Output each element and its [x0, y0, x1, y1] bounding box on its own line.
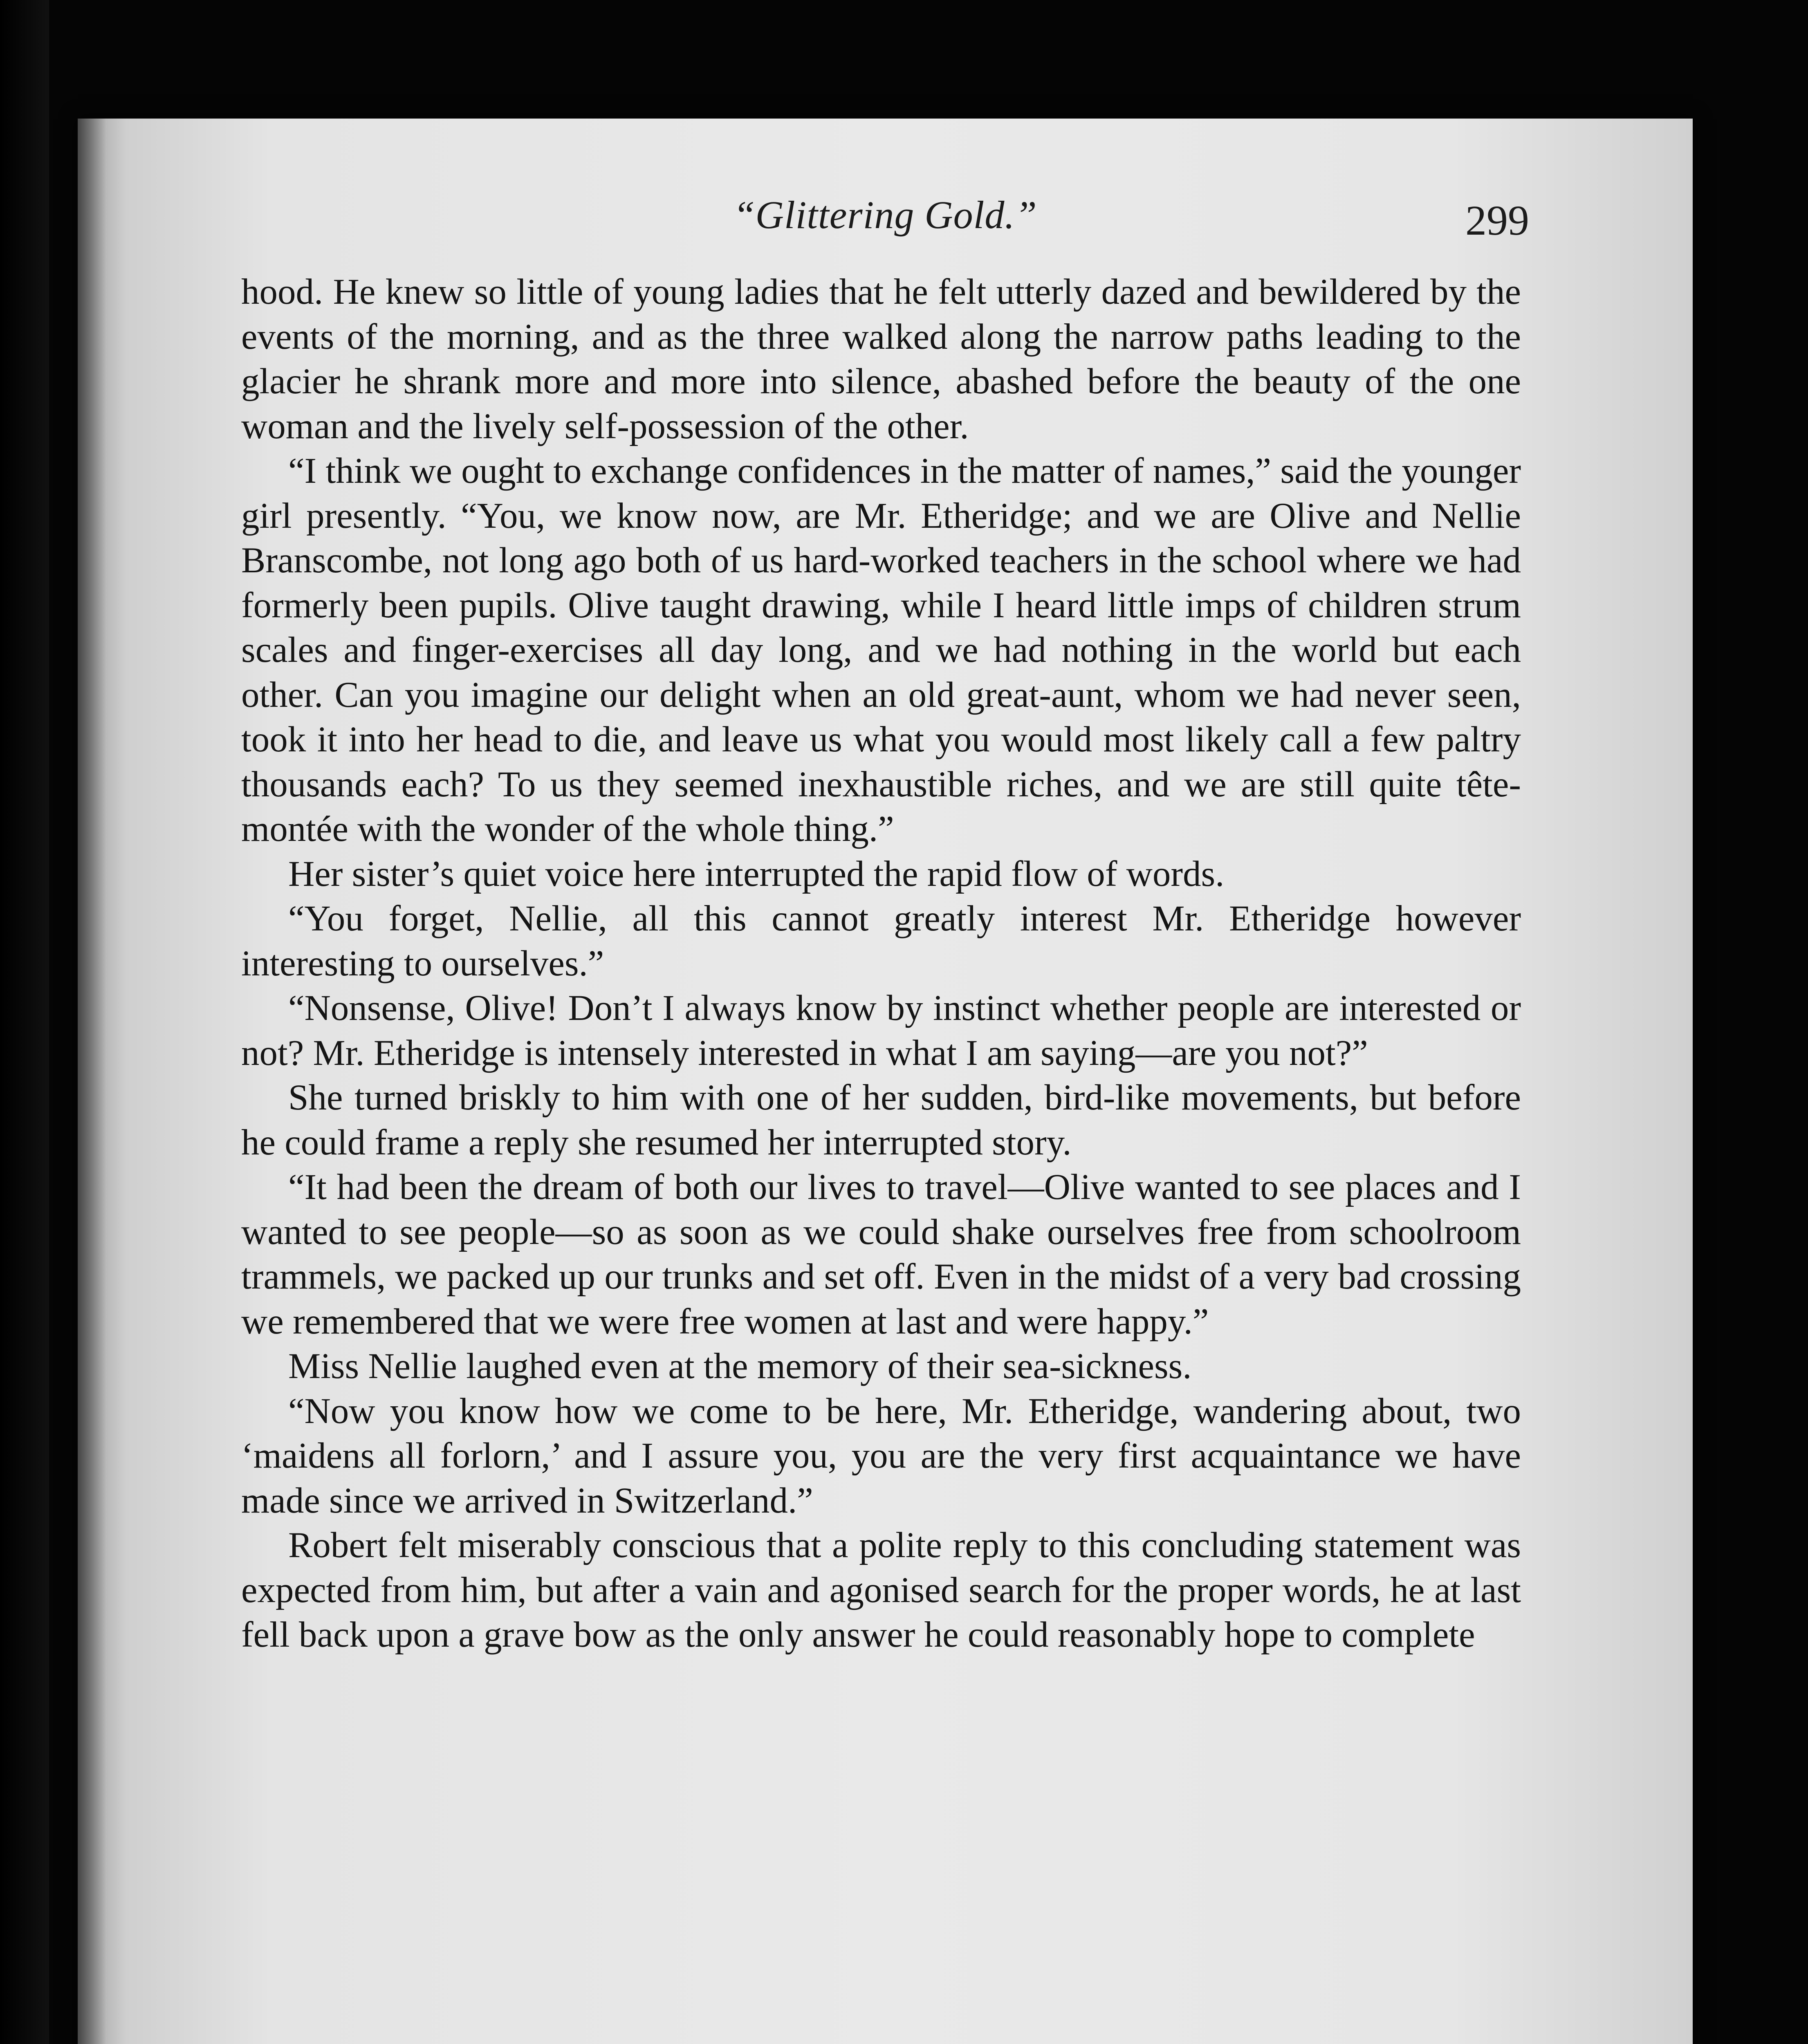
- paragraph: “I think we ought to exchange confidences in the matter of names,” said the younger girl presently. “You, we know now, are Mr. Etheridge; and we are Olive and Nellie Branscombe, not long ago both of us hard-worked teachers in the school where we had formerly been pupils. Olive taught drawing, while I heard little imps of children strum scales and finger-exercises all day long, and we had nothing in the world but each other. Can you imagine our delight when an old great-aunt, whom we had never seen, took it into her head to die, and leave us what you would most likely call a few paltry thousands each? To us they seemed inexhaustible riches, and we are still quite tête-montée with the wonder of the whole thing.”: [241, 451, 1521, 849]
- paragraph: “It had been the dream of both our lives to travel—Olive wanted to see places and I wanted to see people—so as soon as we could shake ourselves free from schoolroom trammels, we packed up our trunks and set off. Even in the midst of a very bad crossing we remembered that we were free women at last and were happy.”: [241, 1167, 1521, 1342]
- paragraph: Her sister’s quiet voice here interrupted the rapid flow of words.: [288, 854, 1225, 894]
- paragraph: Robert felt miserably conscious that a polite reply to this concluding statement was expected from him, but after a vain and agonised search for the proper words, he at last fell back upon a grave bow as the only answer he could reasonably hope to complete: [241, 1525, 1521, 1655]
- running-title: “Glittering Gold.”: [733, 193, 1037, 237]
- gutter-shadow: [78, 119, 106, 2044]
- paragraph: Miss Nellie laughed even at the memory of their sea-sickness.: [288, 1346, 1192, 1386]
- page-number: 299: [1465, 197, 1529, 244]
- paragraph: “You forget, Nellie, all this cannot greatly interest Mr. Etheridge however interesting to ourselves.”: [241, 899, 1521, 984]
- body-text: [241, 270, 1521, 1658]
- paragraph: “Now you know how we come to be here, Mr. Etheridge, wandering about, two ‘maidens all forlorn,’ and I assure you, you are the very first acquaintance we have made since we arrived in Switzerland.”: [241, 1391, 1521, 1521]
- book-page: [78, 119, 1693, 2044]
- paragraph: “Nonsense, Olive! Don’t I always know by instinct whether people are interested or not? Mr. Etheridge is intensely interested in what I am saying—are you not?”: [241, 988, 1521, 1073]
- paragraph: hood. He knew so little of young ladies that he felt utterly dazed and bewildered by the events of the morning, and as the three walked along the narrow paths leading to the glacier he shrank more and more into silence, abashed before the beauty of the one woman and the lively self-possession of the other.: [241, 272, 1521, 446]
- running-head: [241, 192, 1529, 253]
- scanner-edge: [0, 0, 49, 2044]
- paragraph: She turned briskly to him with one of her sudden, bird-like movements, but before he could frame a reply she resumed her interrupted story.: [241, 1078, 1521, 1163]
